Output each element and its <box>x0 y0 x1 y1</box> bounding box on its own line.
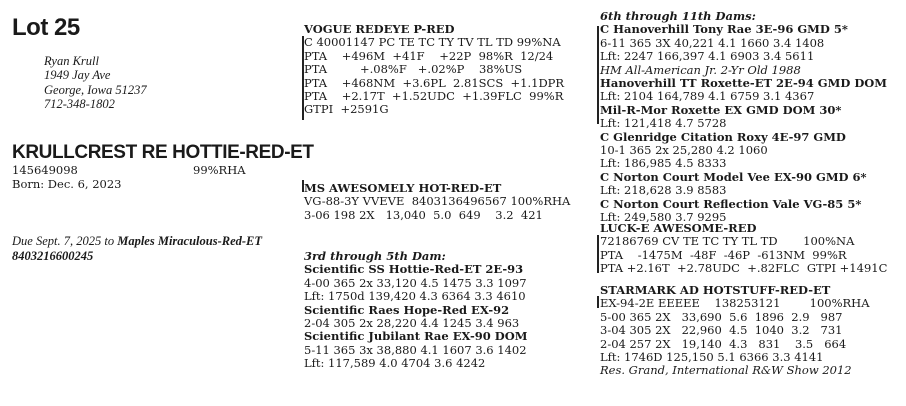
dam-8-line: Lft: 121,418 4.7 5728 <box>600 116 727 131</box>
dam-7-line: Lft: 2104 164,789 4.1 6759 3.1 4367 <box>600 89 815 104</box>
sire-line: C 40001147 PC TE TC TY TV TL TD 99%NA <box>304 35 561 50</box>
mgd-block <box>600 284 870 378</box>
consignor-city: George, Iowa 51237 <box>44 82 147 97</box>
mgd-line: 3-04 305 2X 22,960 4.5 1040 3.2 731 <box>600 323 843 338</box>
lot-number: Lot 25 <box>12 14 80 41</box>
dam-6-line: 6-11 365 3X 40,221 4.1 1660 3.4 1408 <box>600 35 825 50</box>
mgd-line: EX-94-2E EEEEE 138253121 100%RHA <box>600 296 870 311</box>
dam-5-line: Lft: 117,589 4.0 4704 3.6 4242 <box>304 356 486 371</box>
mgs-line: 72186769 CV TE TC TY TL TD 100%NA <box>600 234 855 249</box>
mgd-note: Res. Grand, International R&W Show 2012 <box>600 363 852 378</box>
sire-line: PTA +.08%F +.02%P 38%US <box>304 62 523 77</box>
dam-8-name: Mil-R-Mor Roxette EX GMD DOM 30* <box>600 102 842 117</box>
mgd-line: 2-04 257 2X 19,140 4.3 831 3.5 664 <box>600 336 847 351</box>
dams-6-11-title: 6th through 11th Dams: <box>600 9 756 23</box>
due-date-note <box>12 234 302 263</box>
dam-block <box>304 182 570 222</box>
dams-3-5-block <box>304 250 527 371</box>
dam-6-note: HM All-American Jr. 2-Yr Old 1988 <box>600 62 801 77</box>
mgs-block <box>600 222 887 276</box>
mgs-line: PTA -1475M -48F -46P -613NM 99%R <box>600 247 847 262</box>
dam-5-line: 5-11 365 3x 38,880 4.1 1607 3.6 1402 <box>304 342 527 357</box>
due-prefix: Due Sept. 7, 2025 to <box>12 234 118 248</box>
sire-line: PTA +496M +41F +22P 98%R 12/24 <box>304 48 554 63</box>
dams-6-11-block <box>600 10 887 225</box>
mgd-name: STARMARK AD HOTSTUFF-RED-ET <box>600 283 831 297</box>
mgs-bracket-line <box>597 235 599 273</box>
consignor-address: 1949 Jay Ave <box>44 68 111 83</box>
dam-10-name: C Norton Court Model Vee EX-90 GMD 6* <box>600 169 867 184</box>
sire-line: GTPI +2591G <box>304 102 389 117</box>
mgd-bracket-line <box>597 296 599 308</box>
consignor-block <box>44 54 147 111</box>
mgs-name: LUCK-E AWESOME-RED <box>600 221 757 235</box>
dam-9-line: 10-1 365 2x 25,280 4.2 1060 <box>600 143 768 158</box>
sire-block <box>304 23 564 117</box>
dam-9-line: Lft: 186,985 4.5 8333 <box>600 156 727 171</box>
dam-10-line: Lft: 218,628 3.9 8583 <box>600 183 727 198</box>
mgd-line: Lft: 1746D 125,150 5.1 6366 3.3 4141 <box>600 350 824 365</box>
dam-6-line: Lft: 2247 166,397 4.1 6903 3.4 5611 <box>600 49 815 64</box>
animal-rha: 99%RHA <box>193 163 246 177</box>
mgs-line: PTA +2.16T +2.78UDC +.82FLC GTPI +1491C <box>600 261 888 276</box>
consignor-phone: 712-348-1802 <box>44 96 115 111</box>
sire-name: VOGUE REDEYE P-RED <box>304 22 455 36</box>
dam-11-line: Lft: 249,580 3.7 9295 <box>600 210 727 225</box>
dam-3-line: 4-00 365 2x 33,120 4.5 1475 3.3 1097 <box>304 275 527 290</box>
sire-line: PTA +2.17T +1.52UDC +1.39FLC 99%R <box>304 89 564 104</box>
dam-5-name: Scientific Jubilant Rae EX-90 DOM <box>304 329 528 344</box>
due-service-sire: Maples Miraculous-Red-ET 8403216600245 <box>12 234 263 263</box>
animal-name: KRULLCREST RE HOTTIE-RED-ET <box>12 142 314 163</box>
animal-born: Born: Dec. 6, 2023 <box>12 177 122 191</box>
dam-7-name: Hanoverhill TT Roxette-ET 2E-94 GMD DOM <box>600 76 888 91</box>
dam-9-name: C Glenridge Citation Roxy 4E-97 GMD <box>600 129 846 144</box>
dam-line: 3-06 198 2X 13,040 5.0 649 3.2 421 <box>304 207 543 222</box>
consignor-name: Ryan Krull <box>44 54 99 68</box>
dams-3-5-title: 3rd through 5th Dam: <box>304 249 446 263</box>
mgd-line: 5-00 365 2X 33,690 5.6 1896 2.9 987 <box>600 309 843 324</box>
dam-6-name: C Hanoverhill Tony Rae 3E-96 GMD 5* <box>600 22 848 37</box>
dam-name: MS AWESOMELY HOT-RED-ET <box>304 181 502 195</box>
sire-line: PTA +468NM +3.6PL 2.81SCS +1.1DPR <box>304 75 565 90</box>
dam-3-name: Scientific SS Hottie-Red-ET 2E-93 <box>304 262 524 277</box>
animal-reg-number: 145649098 <box>12 163 78 177</box>
dam-line: VG-88-3Y VVEVE 8403136496567 100%RHA <box>304 194 571 209</box>
dam-4-name: Scientific Raes Hope-Red EX-92 <box>304 302 510 317</box>
dams-6-11-bracket-line <box>597 26 599 124</box>
dam-4-line: 2-04 305 2x 28,220 4.4 1245 3.4 963 <box>304 316 520 331</box>
dam-11-name: C Norton Court Reflection Vale VG-85 5* <box>600 196 862 211</box>
dam-3-line: Lft: 1750d 139,420 4.3 6364 3.3 4610 <box>304 289 526 304</box>
